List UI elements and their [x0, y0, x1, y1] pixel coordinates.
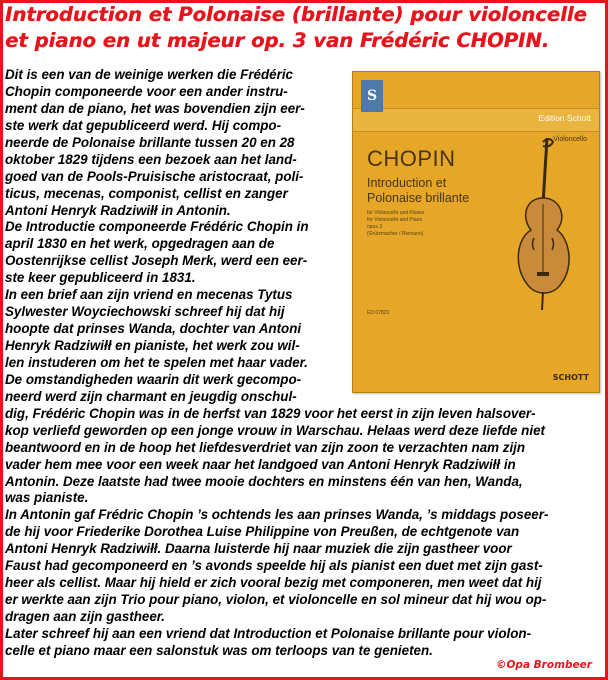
- body-line: hoopte dat prinses Wanda, dochter van Antoni: [5, 321, 302, 337]
- body-line: neerd werd zijn charmant en jeugdig onschul-: [5, 388, 297, 404]
- body-line: Faust had gecomponeerd en ’s avonds speelde hij als pianist een duet met zijn gast-: [5, 558, 543, 574]
- cover-edition-label: Edition Schott: [538, 113, 591, 123]
- body-line: Later schreef hij aan een vriend dat Introduction et Polonaise brillante pour violon-: [5, 625, 532, 641]
- cover-subtitle-line: für Violoncello und Klavier: [367, 210, 425, 216]
- body-line: ste werk dat gepubliceerd werd. Hij compo-: [5, 117, 282, 133]
- body-line: Dit is een van de weinige werken die Frédéric: [5, 67, 294, 82]
- body-line: De omstandigheden waarin dit werk gecompo-: [5, 371, 302, 387]
- cover-subtitle: [367, 210, 425, 238]
- body-line: Antoni Henryk Radziwiłł. Daarna luisterde hij naar muziek die zijn gastheer voor: [5, 541, 512, 557]
- body-line: Oostenrijkse cellist Joseph Merk, werd een eer-: [5, 253, 308, 269]
- schott-logo: S: [361, 80, 383, 112]
- body-line: neerde de Polonaise brillante tussen 20 en 28: [5, 134, 295, 150]
- body-line: De Introductie componeerde Frédéric Chopin in: [5, 219, 309, 235]
- body-line: april 1830 en het werk, opgedragen aan de: [5, 236, 275, 252]
- cover-edition-number: ED 07820: [367, 310, 390, 316]
- body-line: ticus, mecenas, componist, cellist en zanger: [5, 185, 288, 201]
- body-line: celle et piano maar een salonstuk was om terloops van te genieten.: [5, 642, 433, 658]
- cover-work-title: [367, 176, 469, 206]
- cover-composer: CHOPIN: [367, 146, 456, 171]
- cover-subtitle-line: opus 3: [367, 224, 383, 230]
- cover-subtitle-line: for Violoncello and Piano: [367, 217, 423, 223]
- body-line: oktober 1829 tijdens een bezoek aan het land-: [5, 151, 297, 167]
- body-line: dragen aan zijn gastheer.: [5, 609, 165, 624]
- body-line: was pianiste.: [5, 490, 89, 506]
- body-line: Henryk Radziwiłł en pianiste, het werk zou wil-: [5, 338, 300, 353]
- score-cover-image: [352, 71, 600, 393]
- body-line: er werkte aan zijn Trio pour piano, violon, et violoncelle en sol mineur dat hij wou op-: [5, 592, 547, 608]
- cover-publisher: SCHOTT: [552, 373, 589, 382]
- body-line: goed van de Pools-Pruisische aristocraat, poli-: [5, 168, 304, 184]
- body-line: heer als cellist. Maar hij hield er zich vooral bezig met componeren, men weet dat hij: [5, 575, 542, 591]
- body-line: In een brief aan zijn vriend en mecenas Tytus: [5, 287, 293, 303]
- cello-icon: [503, 134, 583, 314]
- body-line: Antonin. Deze laatste had twee mooie dochters en minstens één van hen, Wanda,: [5, 473, 523, 489]
- body-line: Chopin componeerde voor een ander instru-: [5, 83, 288, 99]
- body-line: In Antonin gaf Frédric Chopin ’s ochtends les aan prinses Wanda, ’s middags poseer-: [5, 507, 549, 523]
- body-line: len instuderen om het te spelen met haar vader.: [5, 354, 308, 370]
- body-line: ste keer gepubliceerd in 1831.: [5, 270, 196, 286]
- cover-work-line-2: Polonaise brillante: [367, 191, 470, 205]
- copyright-note: ©Opa Brombeer: [496, 659, 592, 671]
- title-line-2: et piano en ut majeur op. 3 van Frédéric CHOPIN.: [5, 29, 550, 52]
- body-line: vader hem mee voor een week naar het landgoed van Antoni Henryk Radziwiłł in: [5, 456, 516, 472]
- cover-instrument: Violoncello: [553, 136, 587, 143]
- body-line: ment dan de piano, het was bovendien zijn eer-: [5, 100, 305, 116]
- body-line: kop verliefd geworden op een jonge vrouw in Warschau. Helaas werd deze liefde niet: [5, 422, 545, 438]
- cover-work-line-1: Introduction et: [367, 176, 447, 190]
- body-line: beantwoord en in de hoop het liefdesverdriet van zijn zoon te verzachten nam zijn: [5, 439, 526, 455]
- body-line: Antoni Henryk Radziwiłł in Antonin.: [5, 202, 231, 218]
- body-line: dig, Frédéric Chopin was in de herfst van 1829 voor het eerst in zijn leven halsover-: [5, 405, 536, 421]
- cover-subtitle-line: (Grützmacher / Riemann): [367, 231, 424, 237]
- page-title: [5, 2, 601, 54]
- title-line-1: Introduction et Polonaise (brillante) pour violoncelle: [5, 3, 587, 26]
- body-line: de hij voor Friederike Dorothea Luise Philippine von Preußen, de echtgenote van: [5, 524, 520, 540]
- body-line: Sylwester Woyciechowski schreef hij dat hij: [5, 304, 285, 320]
